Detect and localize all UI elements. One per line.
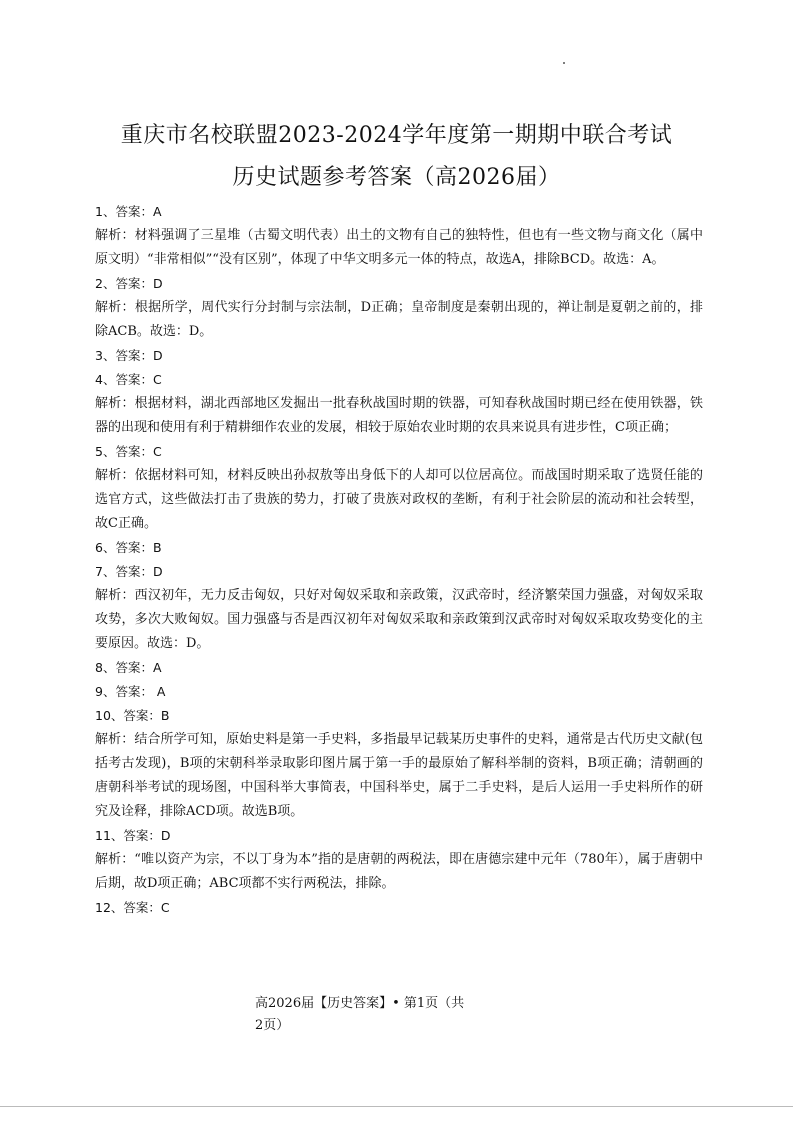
answer-line: 1、答案：A	[95, 204, 162, 219]
analysis-text: 解析：结合所学可知，原始史料是第一手史料，多指最早记载某历史事件的史料，通常是古代历史文献(包括考古发现)，B项的宋朝科举录取影印图片属于第一手的最原始了解科举制的资料，B项正确；清朝画的唐朝科举考试的现场图，中国科举大事简表，中国科举史，属于二手史料，是后人运用一手史料所作的研究及诠释，排除ACD项。故选B项。	[95, 732, 703, 819]
page-footer	[255, 993, 515, 1037]
analysis-text: 解析：西汉初年，无力反击匈奴，只好对匈奴采取和亲政策，汉武帝时，经济繁荣国力强盛，对匈奴采取攻势，多次大败匈奴。国力强盛与否是西汉初年对匈奴采取和亲政策到汉武帝时对匈奴采取攻势变化的主要原因。故选：D。	[95, 588, 703, 651]
answer-line: 4、答案：C	[95, 372, 162, 387]
footer-line-2: 2页）	[255, 1018, 290, 1033]
analysis-text: 解析：根据所学，周代实行分封制与宗法制，D正确；皇帝制度是秦朝出现的，禅让制是夏朝之前的，排除ACB。故选：D。	[95, 300, 703, 339]
list-item	[95, 440, 703, 536]
list-item	[95, 656, 703, 680]
list-item	[95, 824, 703, 896]
answer-line: 6、答案：B	[95, 540, 162, 555]
analysis-text: 解析：材料强调了三星堆（古蜀文明代表）出土的文物有自己的独特性，但也有一些文物与商文化（属中原文明）“非常相似”“没有区别”，体现了中华文明多元一体的特点，故选A，排除BCD。故选：A。	[95, 228, 703, 267]
footer-line-1: 高2026届【历史答案】• 第1页（共	[255, 996, 465, 1011]
page-title: 重庆市名校联盟2023-2024学年度第一期期中联合考试	[120, 123, 673, 148]
page-subtitle: 历史试题参考答案（高2026届）	[232, 165, 561, 190]
list-item	[95, 368, 703, 440]
list-item	[95, 200, 703, 272]
answer-line: 2、答案：D	[95, 276, 163, 291]
list-item	[95, 896, 703, 920]
analysis-text: 解析：“唯以资产为宗，不以丁身为本”指的是唐朝的两税法，即在唐德宗建中元年（780年），属于唐朝中后期，故D项正确；ABC项都不实行两税法，排除。	[95, 852, 703, 891]
answer-line: 9、答案： A	[95, 684, 166, 699]
list-item	[95, 560, 703, 656]
answer-line: 12、答案：C	[95, 900, 170, 915]
answer-line: 5、答案：C	[95, 444, 162, 459]
analysis-text: 解析：依据材料可知，材料反映出孙叔敖等出身低下的人却可以位居高位。而战国时期采取了选贤任能的选官方式，这些做法打击了贵族的势力，打破了贵族对政权的垄断，有利于社会阶层的流动和社会转型，故C正确。	[95, 468, 703, 531]
list-item	[95, 680, 703, 704]
list-item	[95, 272, 703, 344]
answer-line: 7、答案：D	[95, 564, 163, 579]
answer-line: 8、答案：A	[95, 660, 162, 675]
list-item	[95, 344, 703, 368]
list-item	[95, 704, 703, 824]
answer-line: 11、答案：D	[95, 828, 171, 843]
answer-list	[95, 200, 703, 920]
answer-line: 10、答案：B	[95, 708, 170, 723]
page-divider	[0, 1106, 793, 1107]
answer-line: 3、答案：D	[95, 348, 163, 363]
scan-dot	[563, 62, 565, 64]
list-item	[95, 536, 703, 560]
analysis-text: 解析：根据材料，湖北西部地区发掘出一批春秋战国时期的铁器，可知春秋战国时期已经在使用铁器，铁器的出现和使用有利于精耕细作农业的发展，相较于原始农业时期的农具来说具有进步性，C项正确；	[95, 396, 703, 435]
